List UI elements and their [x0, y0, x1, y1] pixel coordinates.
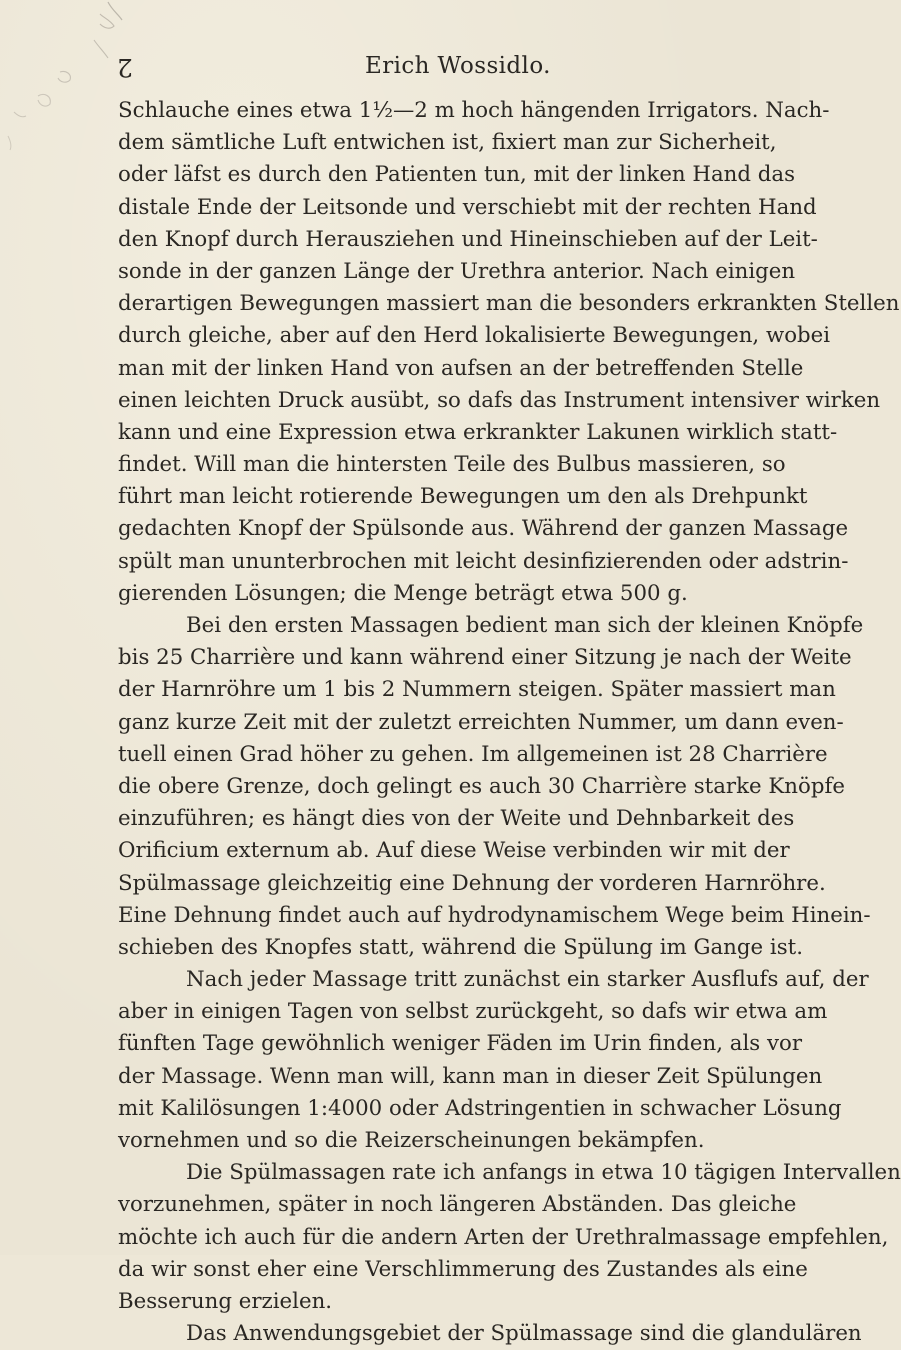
text-line: Das Anwendungsgebiet der Spülmassage sind die glandulären [186, 1321, 862, 1347]
text-line: Spülmassage gleichzeitig eine Dehnung der vorderen Harnröhre. [118, 870, 826, 896]
text-line: der Harnröhre um 1 bis 2 Nummern steigen. Später massiert man [118, 677, 836, 703]
text-line: bis 25 Charrière und kann während einer Sitzung je nach der Weite [118, 645, 852, 671]
text-line: spült man ununterbrochen mit leicht desinfizierenden oder adstrin- [118, 548, 849, 574]
text-line: mit Kalilösungen 1:4000 oder Adstringentien in schwacher Lösung [118, 1095, 842, 1121]
text-line: dem sämtliche Luft entwichen ist, fixiert man zur Sicherheit, [118, 130, 777, 156]
text-line: gierenden Lösungen; die Menge beträgt etwa 500 g. [118, 580, 688, 606]
text-line: durch gleiche, aber auf den Herd lokalisierte Bewegungen, wobei [118, 323, 831, 349]
text-line: Die Spülmassagen rate ich anfangs in etwa 10 tägigen Intervallen [186, 1160, 901, 1186]
text-line: gedachten Knopf der Spülsonde aus. Während der ganzen Massage [118, 516, 849, 542]
pencil-stroke [38, 94, 50, 106]
text-line: schieben des Knopfes statt, während die Spülung im Gange ist. [118, 934, 803, 960]
text-line: Bei den ersten Massagen bedient man sich der kleinen Knöpfe [186, 613, 864, 638]
text-line: vorzunehmen, später in noch längeren Abständen. Das gleiche [118, 1192, 797, 1218]
text-line: findet. Will man die hintersten Teile des Bulbus massieren, so [118, 452, 786, 478]
text-line: einzuführen; es hängt dies von der Weite und Dehnbarkeit des [118, 806, 795, 832]
paragraph [118, 1157, 901, 1318]
text-line: man mit der linken Hand von aufsen an der betreffenden Stelle [118, 355, 804, 381]
text-line: ganz kurze Zeit mit der zuletzt erreichten Nummer, um dann even- [118, 709, 844, 735]
pencil-stroke [108, 2, 122, 20]
text-line: vornehmen und so die Reizerscheinungen bekämpfen. [118, 1128, 705, 1153]
text-line: sonde in der ganzen Länge der Urethra anterior. Nach einigen [118, 258, 796, 284]
text-line: oder läfst es durch den Patienten tun, mit der linken Hand das [118, 162, 796, 188]
text-line: die obere Grenze, doch gelingt es auch 30 Charrière starke Knöpfe [118, 773, 845, 799]
text-line: einen leichten Druck ausübt, so dafs das Instrument intensiver wirken [118, 387, 881, 413]
pencil-stroke [100, 14, 114, 28]
text-line: tuell einen Grad höher zu gehen. Im allgemeinen ist 28 Charrière [118, 741, 828, 767]
text-line: führt man leicht rotierende Bewegungen um den als Drehpunkt [118, 484, 808, 510]
margin-pencil-marks [0, 0, 130, 260]
running-title: Erich Wossidlo. [365, 53, 551, 79]
text-line: den Knopf durch Herausziehen und Hineinschieben auf der Leit- [118, 226, 818, 252]
text-line: derartigen Bewegungen massiert man die besonders erkrankten Stellen [118, 291, 900, 317]
page-number: 2 [117, 53, 133, 82]
text-line: Besserung erzielen. [118, 1288, 333, 1314]
text-line: aber in einigen Tagen von selbst zurückgeht, so dafs wir etwa am [118, 999, 828, 1025]
text-line: distale Ende der Leitsonde und verschiebt mit der rechten Hand [118, 194, 817, 220]
text-line: fünften Tage gewöhnlich weniger Fäden im Urin finden, als vor [118, 1031, 803, 1057]
text-line: Eine Dehnung findet auch auf hydrodynamischem Wege beim Hinein- [118, 902, 871, 928]
text-line: der Massage. Wenn man will, kann man in dieser Zeit Spülungen [118, 1063, 823, 1089]
body-text [118, 95, 901, 1350]
text-line: kann und eine Expression etwa erkrankter Lakunen wirklich statt- [118, 419, 838, 445]
text-line: Orificium externum ab. Auf diese Weise verbinden wir mit der [118, 838, 790, 864]
running-header [0, 53, 800, 93]
pencil-stroke [8, 136, 11, 150]
paragraph [118, 610, 871, 964]
text-line: Nach jeder Massage tritt zunächst ein starker Ausflufs auf, der [186, 967, 869, 993]
paragraph [118, 964, 869, 1157]
pencil-stroke [14, 112, 26, 117]
text-line: Schlauche eines etwa 1½—2 m hoch hängenden Irrigators. Nach- [118, 98, 830, 123]
text-line: da wir sonst eher eine Verschlimmerung des Zustandes als eine [118, 1256, 808, 1282]
text-line: möchte ich auch für die andern Arten der Urethralmassage empfehlen, [118, 1224, 889, 1250]
paragraph [118, 95, 900, 610]
paragraph [118, 1318, 862, 1350]
